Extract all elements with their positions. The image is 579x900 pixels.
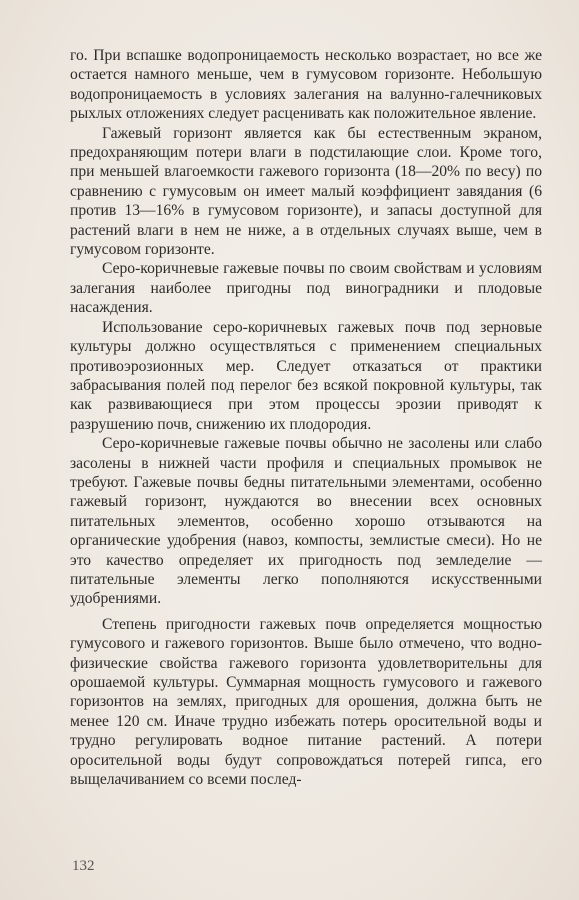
paragraph-1: го. При вспашке водопроницаемость несколько возрастает, но все же остается намного меньше, чем в гумусовом горизонте. Небольшую водопроницаемость в условиях залегания на валунно-галечниковых рыхлых отложениях следует расценивать как положительное явление. <box>70 47 542 123</box>
paragraph-3: Серо-коричневые гажевые почвы по своим свойствам и условиям залегания наиболее пригодны под виноградники и плодовые насаждения. <box>70 260 542 317</box>
paragraph-5: Серо-коричневые гажевые почвы обычно не засолены или слабо засолены в нижней части профиля и специальных промывок не требуют. Гажевые почвы бедны питательными элементами, особенно гажевый горизонт, нуждаются во внесении всех основных питательных элементов, особенно хорошо отзываются на органические удобрения (навоз, компосты, землистые смеси). Но не это качество определяет их пригодность под земледелие — питательные элементы легко пополняются искусственными удобрениями. <box>70 435 542 608</box>
paragraph-2: Гажевый горизонт является как бы естественным экраном, предохраняющим потери влаги в подстилающие слои. Кроме того, при меньшей влагоемкости гажевого горизонта (18—20% по весу) по сравнению с гумусовым он имеет малый коэффициент завядания (6 против 13—16% в гумусовом горизонте), и запасы доступной для растений влаги в нем не ниже, а в отдельных случаях выше, чем в гумусовом горизонте. <box>70 124 542 259</box>
paragraph-6: Степень пригодности гажевых почв определяется мощностью гумусового и гажевого горизонтов. Выше было отмечено, что водно-физические свойства гажевого горизонта удовлетворительны для орошаемой культуры. Суммарная мощность гумусового и гажевого горизонтов на землях, пригодных для орошения, должна быть не менее 120 см. Иначе трудно избежать потерь оросительной воды и трудно регулировать водное питание растений. А потери оросительной воды будут сопровождаться потерей гипса, его выщелачиванием со всеми послед- <box>70 615 542 789</box>
page-number: 132 <box>72 858 95 874</box>
paragraph-4: Использование серо-коричневых гажевых почв под зерновые культуры должно осуществляться с применением специальных противоэрозионных мер. Следует отказаться от практики забрасывания полей под перелог без всякой покровной культуры, так как развивающиеся при этом процессы эрозии приводят к разрушению почв, снижению их плодородия. <box>70 318 542 433</box>
page-text <box>70 46 542 789</box>
